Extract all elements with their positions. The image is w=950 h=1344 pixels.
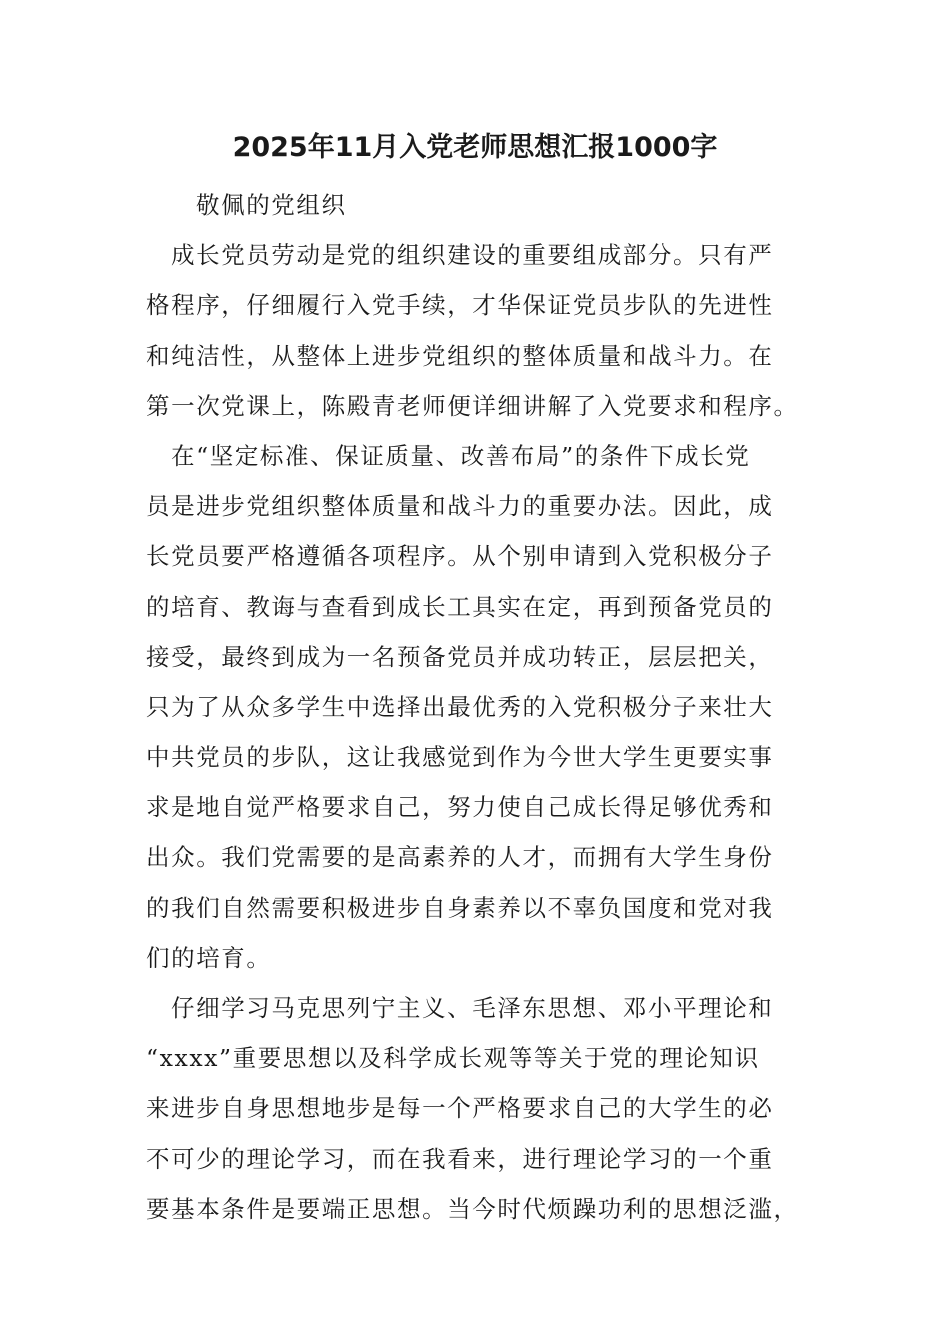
- paragraph-line: 的我们自然需要积极进步自身素养以不辜负国度和党对我: [146, 893, 774, 922]
- paragraph-line: 在“坚定标准、保证质量、改善布局”的条件下成长党: [171, 441, 751, 470]
- paragraph-line: 只为了从众多学生中选择出最优秀的入党积极分子来壮大: [146, 692, 774, 721]
- paragraph-line: 出众。我们党需要的是高素养的人才，而拥有大学生身份: [146, 843, 774, 872]
- paragraph-line: 和纯洁性，从整体上进步党组织的整体质量和战斗力。在: [146, 341, 774, 370]
- paragraph-line: “xxxx”重要思想以及科学成长观等等关于党的理论知识: [146, 1044, 760, 1073]
- paragraph-line: 不可少的理论学习，而在我看来，进行理论学习的一个重: [146, 1144, 774, 1173]
- paragraph-line: 第一次党课上，陈殿青老师便详细讲解了入党要求和程序。: [146, 391, 799, 420]
- paragraph-line: 成长党员劳动是党的组织建设的重要组成部分。只有严: [171, 241, 774, 270]
- paragraph-line: 长党员要严格遵循各项程序。从个别申请到入党积极分子: [146, 542, 774, 571]
- paragraph-line: 要基本条件是要端正思想。当今时代烦躁功利的思想泛滥，: [146, 1194, 799, 1223]
- paragraph-line: 求是地自觉严格要求自己，努力使自己成长得足够优秀和: [146, 793, 774, 822]
- paragraph-line: 中共党员的步队，这让我感觉到作为今世大学生更要实事: [146, 743, 774, 772]
- document-body: [146, 180, 806, 1234]
- paragraph-line: 们的培育。: [146, 943, 272, 972]
- document-title: 2025年11月入党老师思想汇报1000字: [232, 132, 718, 163]
- paragraph-line: 员是进步党组织整体质量和战斗力的重要办法。因此，成: [146, 492, 774, 521]
- paragraph-line: 接受，最终到成为一名预备党员并成功转正，层层把关，: [146, 642, 774, 671]
- salutation: 敬佩的党组织: [196, 191, 347, 219]
- paragraph-line: 来进步自身思想地步是每一个严格要求自己的大学生的必: [146, 1094, 774, 1123]
- paragraph-line: 的培育、教诲与查看到成长工具实在定，再到预备党员的: [146, 592, 774, 621]
- paragraph-line: 格程序，仔细履行入党手续，才华保证党员步队的先进性: [146, 291, 774, 320]
- paragraph-line: 仔细学习马克思列宁主义、毛泽东思想、邓小平理论和: [171, 994, 774, 1022]
